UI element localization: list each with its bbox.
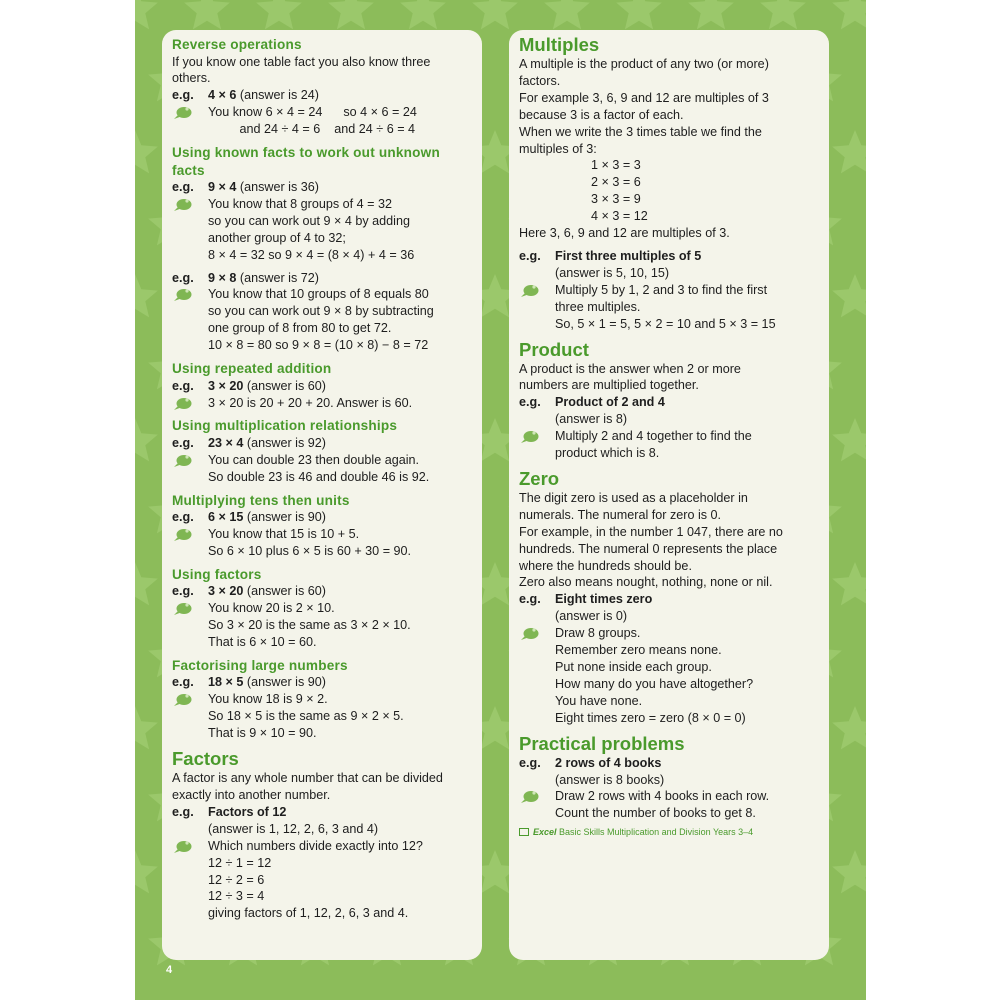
text-line: numbers are multiplied together.: [519, 378, 699, 393]
example-problem: 2 rows of 4 books: [555, 755, 662, 770]
explanation-text: Which numbers divide exactly into 12?: [208, 838, 423, 853]
table-fact-line: 2 × 3 = 6: [591, 175, 641, 190]
example-line: [172, 583, 472, 600]
subheading: Multiplying tens then units: [172, 492, 350, 508]
example-problem: 9 × 4: [208, 180, 237, 195]
text-line: where the hundreds should be.: [519, 558, 692, 573]
example-label: e.g.: [172, 435, 194, 450]
right-column: [509, 30, 829, 960]
example-label: e.g.: [172, 180, 194, 195]
example-answer: (answer is 24): [236, 88, 319, 103]
text-line-indented: one group of 8 from 80 to get 72.: [208, 321, 392, 336]
example-problem: 3 × 20: [208, 584, 244, 599]
text-line-indented: So 18 × 5 is the same as 9 × 2 × 5.: [208, 709, 404, 724]
star-shape: [832, 0, 866, 29]
explanation-line: [519, 428, 819, 445]
example-label: e.g.: [519, 755, 541, 770]
text-line-indented: another group of 4 to 32;: [208, 230, 346, 245]
example-line: [172, 435, 472, 452]
example-line: [172, 378, 472, 395]
star-shape: [832, 274, 866, 317]
text-line-indented: Remember zero means none.: [555, 643, 722, 658]
example-label: e.g.: [172, 804, 194, 819]
left-column: [162, 30, 482, 960]
explanation-text: Draw 8 groups.: [555, 626, 641, 641]
example-answer: (answer is 90): [243, 510, 326, 525]
text-line-indented: You have none.: [555, 693, 643, 708]
explanation-text: 3 × 20 is 20 + 20 + 20. Answer is 60.: [208, 395, 413, 410]
text-line-indented: (answer is 8 books): [555, 772, 665, 787]
text-line-indented: 10 × 8 = 80 so 9 × 8 = (10 × 8) − 8 = 72: [208, 338, 429, 353]
example-problem: Factors of 12: [208, 804, 287, 819]
text-line: exactly into another number.: [172, 788, 331, 802]
example-line: [519, 248, 819, 265]
star-shape: [760, 0, 806, 29]
speech-bubble-icon: [173, 528, 193, 542]
explanation-line: [172, 452, 472, 469]
explanation-text: Multiply 2 and 4 together to find the: [555, 429, 752, 444]
subheading: Using multiplication relationships: [172, 418, 398, 434]
star-shape: [135, 850, 158, 893]
example-problem: First three multiples of 5: [555, 248, 702, 263]
right-column-content: [519, 34, 819, 822]
explanation-text: You know 18 is 9 × 2.: [208, 692, 328, 707]
star-shape: [135, 706, 158, 749]
speech-bubble-icon: [173, 106, 193, 120]
star-shape: [135, 418, 158, 461]
star-shape: [832, 130, 866, 173]
text-line-indented: (answer is 5, 10, 15): [555, 265, 670, 280]
example-label: e.g.: [172, 378, 194, 393]
text-line-indented: 12 ÷ 3 = 4: [208, 889, 265, 904]
text-line: numerals. The numeral for zero is 0.: [519, 507, 722, 522]
example-label: e.g.: [172, 675, 194, 690]
text-line-indented: So 6 × 10 plus 6 × 5 is 60 + 30 = 90.: [208, 543, 412, 558]
example-line: [172, 674, 472, 691]
explanation-line: [172, 104, 472, 121]
example-problem: 18 × 5: [208, 675, 244, 690]
text-line-indented: (answer is 8): [555, 412, 628, 427]
star-shape: [832, 850, 866, 893]
text-line: For example 3, 6, 9 and 12 are multiples of 3: [519, 90, 769, 105]
text-line-indented: Eight times zero = zero (8 × 0 = 0): [555, 710, 746, 725]
text-line: A factor is any whole number that can be divided: [172, 771, 443, 786]
star-shape: [832, 562, 866, 605]
text-line-indented: product which is 8.: [555, 446, 660, 461]
explanation-text: Multiply 5 by 1, 2 and 3 to find the first: [555, 282, 768, 297]
star-shape: [184, 0, 230, 29]
text-line-indented: Put none inside each group.: [555, 660, 712, 674]
star-shape: [328, 0, 374, 29]
section-heading: Practical problems: [519, 732, 685, 754]
text-line: The digit zero is used as a placeholder in: [519, 490, 748, 505]
book-page: [135, 0, 866, 1000]
example-problem: 23 × 4: [208, 435, 244, 450]
text-line-indented: (answer is 1, 12, 2, 6, 3 and 4): [208, 821, 379, 836]
example-problem: 6 × 15: [208, 510, 244, 525]
star-shape: [544, 0, 590, 29]
subheading: Using repeated addition: [172, 361, 332, 377]
explanation-text: You can double 23 then double again.: [208, 452, 420, 467]
star-shape: [135, 130, 158, 173]
page-number: 4: [166, 964, 173, 976]
book-icon: [519, 828, 529, 836]
example-answer: (answer is 60): [243, 584, 326, 599]
speech-bubble-icon: [173, 198, 193, 212]
text-line-indented: so you can work out 9 × 4 by adding: [208, 213, 410, 228]
text-line-indented: 8 × 4 = 32 so 9 × 4 = (8 × 4) + 4 = 36: [208, 247, 415, 262]
explanation-line: [172, 395, 472, 412]
text-line: For example, in the number 1 047, there are no: [519, 524, 783, 539]
text-line-indented: 12 ÷ 1 = 12: [208, 855, 272, 870]
speech-bubble-icon: [520, 790, 540, 804]
text-line: because 3 is a factor of each.: [519, 107, 684, 122]
example-line: [519, 591, 819, 608]
speech-bubble-icon: [520, 284, 540, 298]
explanation-line: [172, 286, 472, 303]
example-answer: (answer is 72): [236, 270, 319, 285]
text-line-indented: So, 5 × 1 = 5, 5 × 2 = 10 and 5 × 3 = 15: [555, 316, 776, 331]
text-line-indented: 12 ÷ 2 = 6: [208, 872, 265, 887]
text-line: When we write the 3 times table we find the: [519, 124, 762, 139]
speech-bubble-icon: [173, 397, 193, 411]
example-line: [172, 270, 472, 287]
example-answer: (answer is 92): [243, 435, 326, 450]
subheading: Using known facts to work out unknown: [172, 145, 440, 161]
text-line: factors.: [519, 73, 561, 88]
explanation-line: [172, 526, 472, 543]
example-line: [519, 394, 819, 411]
example-answer: (answer is 60): [243, 378, 326, 393]
example-label: e.g.: [172, 270, 194, 285]
text-line-indented: That is 9 × 10 = 90.: [208, 726, 317, 741]
table-fact-line: 4 × 3 = 12: [591, 209, 648, 224]
subheading: Reverse operations: [172, 37, 302, 52]
star-shape: [256, 0, 302, 29]
explanation-line: [519, 788, 819, 805]
speech-bubble-icon: [173, 454, 193, 468]
example-label: e.g.: [519, 592, 541, 607]
speech-bubble-icon: [520, 627, 540, 641]
example-problem: 9 × 8: [208, 270, 237, 285]
speech-bubble-icon: [173, 840, 193, 854]
speech-bubble-icon: [520, 430, 540, 444]
text-line-indented: giving factors of 1, 12, 2, 6, 3 and 4.: [208, 906, 409, 921]
example-label: e.g.: [172, 584, 194, 599]
star-shape: [400, 0, 446, 29]
text-line-indented: so you can work out 9 × 8 by subtracting: [208, 304, 434, 319]
text-line: A multiple is the product of any two (or more): [519, 57, 769, 71]
explanation-line: [172, 600, 472, 617]
star-shape: [688, 0, 734, 29]
star-shape: [832, 706, 866, 749]
example-line: [172, 804, 472, 821]
text-line-indented: So 3 × 20 is the same as 3 × 2 × 10.: [208, 618, 411, 633]
text-line: A product is the answer when 2 or more: [519, 361, 741, 376]
explanation-line: [172, 691, 472, 708]
example-label: e.g.: [519, 395, 541, 410]
example-problem: Eight times zero: [555, 592, 653, 607]
example-answer: (answer is 90): [243, 675, 326, 690]
star-shape: [472, 0, 518, 29]
speech-bubble-icon: [173, 602, 193, 616]
speech-bubble-icon: [173, 693, 193, 707]
subheading: Factorising large numbers: [172, 657, 348, 673]
table-fact-line: 1 × 3 = 3: [591, 158, 641, 173]
text-line-indented: How many do you have altogether?: [555, 676, 754, 691]
series-brand: Excel: [533, 827, 557, 838]
example-label: e.g.: [172, 510, 194, 525]
example-problem: Product of 2 and 4: [555, 395, 665, 410]
explanation-text: You know 20 is 2 × 10.: [208, 601, 335, 616]
speech-bubble-icon: [173, 288, 193, 302]
star-shape: [135, 274, 158, 317]
series-reference: [519, 826, 819, 838]
section-heading: Zero: [519, 467, 560, 489]
section-heading: Factors: [172, 748, 239, 770]
subheading: Using factors: [172, 566, 262, 582]
example-line: [172, 87, 472, 104]
section-heading: Multiples: [519, 34, 600, 55]
example-answer: (answer is 36): [236, 180, 319, 195]
text-line-indented: So double 23 is 46 and double 46 is 92.: [208, 469, 430, 484]
explanation-text: You know that 8 groups of 4 = 32: [208, 196, 393, 211]
example-problem: 4 × 6: [208, 88, 237, 103]
star-shape: [135, 0, 158, 29]
explanation-line: [519, 625, 819, 642]
text-line-indented: and 24 ÷ 4 = 6 and 24 ÷ 6 = 4: [208, 122, 416, 137]
example-label: e.g.: [519, 248, 541, 263]
star-shape: [616, 0, 662, 29]
explanation-line: [172, 838, 472, 855]
star-shape: [832, 418, 866, 461]
example-line: [172, 179, 472, 196]
series-title: Basic Skills Multiplication and Division Years 3–4: [559, 827, 754, 838]
text-line: Here 3, 6, 9 and 12 are multiples of 3.: [519, 226, 730, 241]
explanation-line: [172, 196, 472, 213]
example-problem: 3 × 20: [208, 378, 244, 393]
text-line: hundreds. The numeral 0 represents the place: [519, 541, 778, 556]
table-fact-line: 3 × 3 = 9: [591, 192, 641, 207]
explanation-line: [519, 282, 819, 299]
text-line: multiples of 3:: [519, 141, 597, 156]
explanation-text: You know that 15 is 10 + 5.: [208, 527, 360, 542]
explanation-text: You know 6 × 4 = 24 so 4 × 6 = 24: [208, 105, 417, 120]
explanation-text: Draw 2 rows with 4 books in each row.: [555, 789, 770, 804]
section-heading: Product: [519, 338, 589, 360]
text-line-indented: three multiples.: [555, 299, 641, 314]
text-line: others.: [172, 71, 211, 86]
text-line-indented: Count the number of books to get 8.: [555, 806, 756, 821]
example-line: [519, 755, 819, 772]
text-line: If you know one table fact you also know three: [172, 54, 431, 69]
text-line: Zero also means nought, nothing, none or nil.: [519, 575, 773, 590]
example-label: e.g.: [172, 88, 194, 103]
subheading: facts: [172, 162, 205, 178]
explanation-text: You know that 10 groups of 8 equals 80: [208, 287, 429, 302]
text-line-indented: (answer is 0): [555, 609, 628, 624]
example-line: [172, 509, 472, 526]
text-line-indented: That is 6 × 10 = 60.: [208, 635, 317, 650]
star-shape: [135, 562, 158, 605]
